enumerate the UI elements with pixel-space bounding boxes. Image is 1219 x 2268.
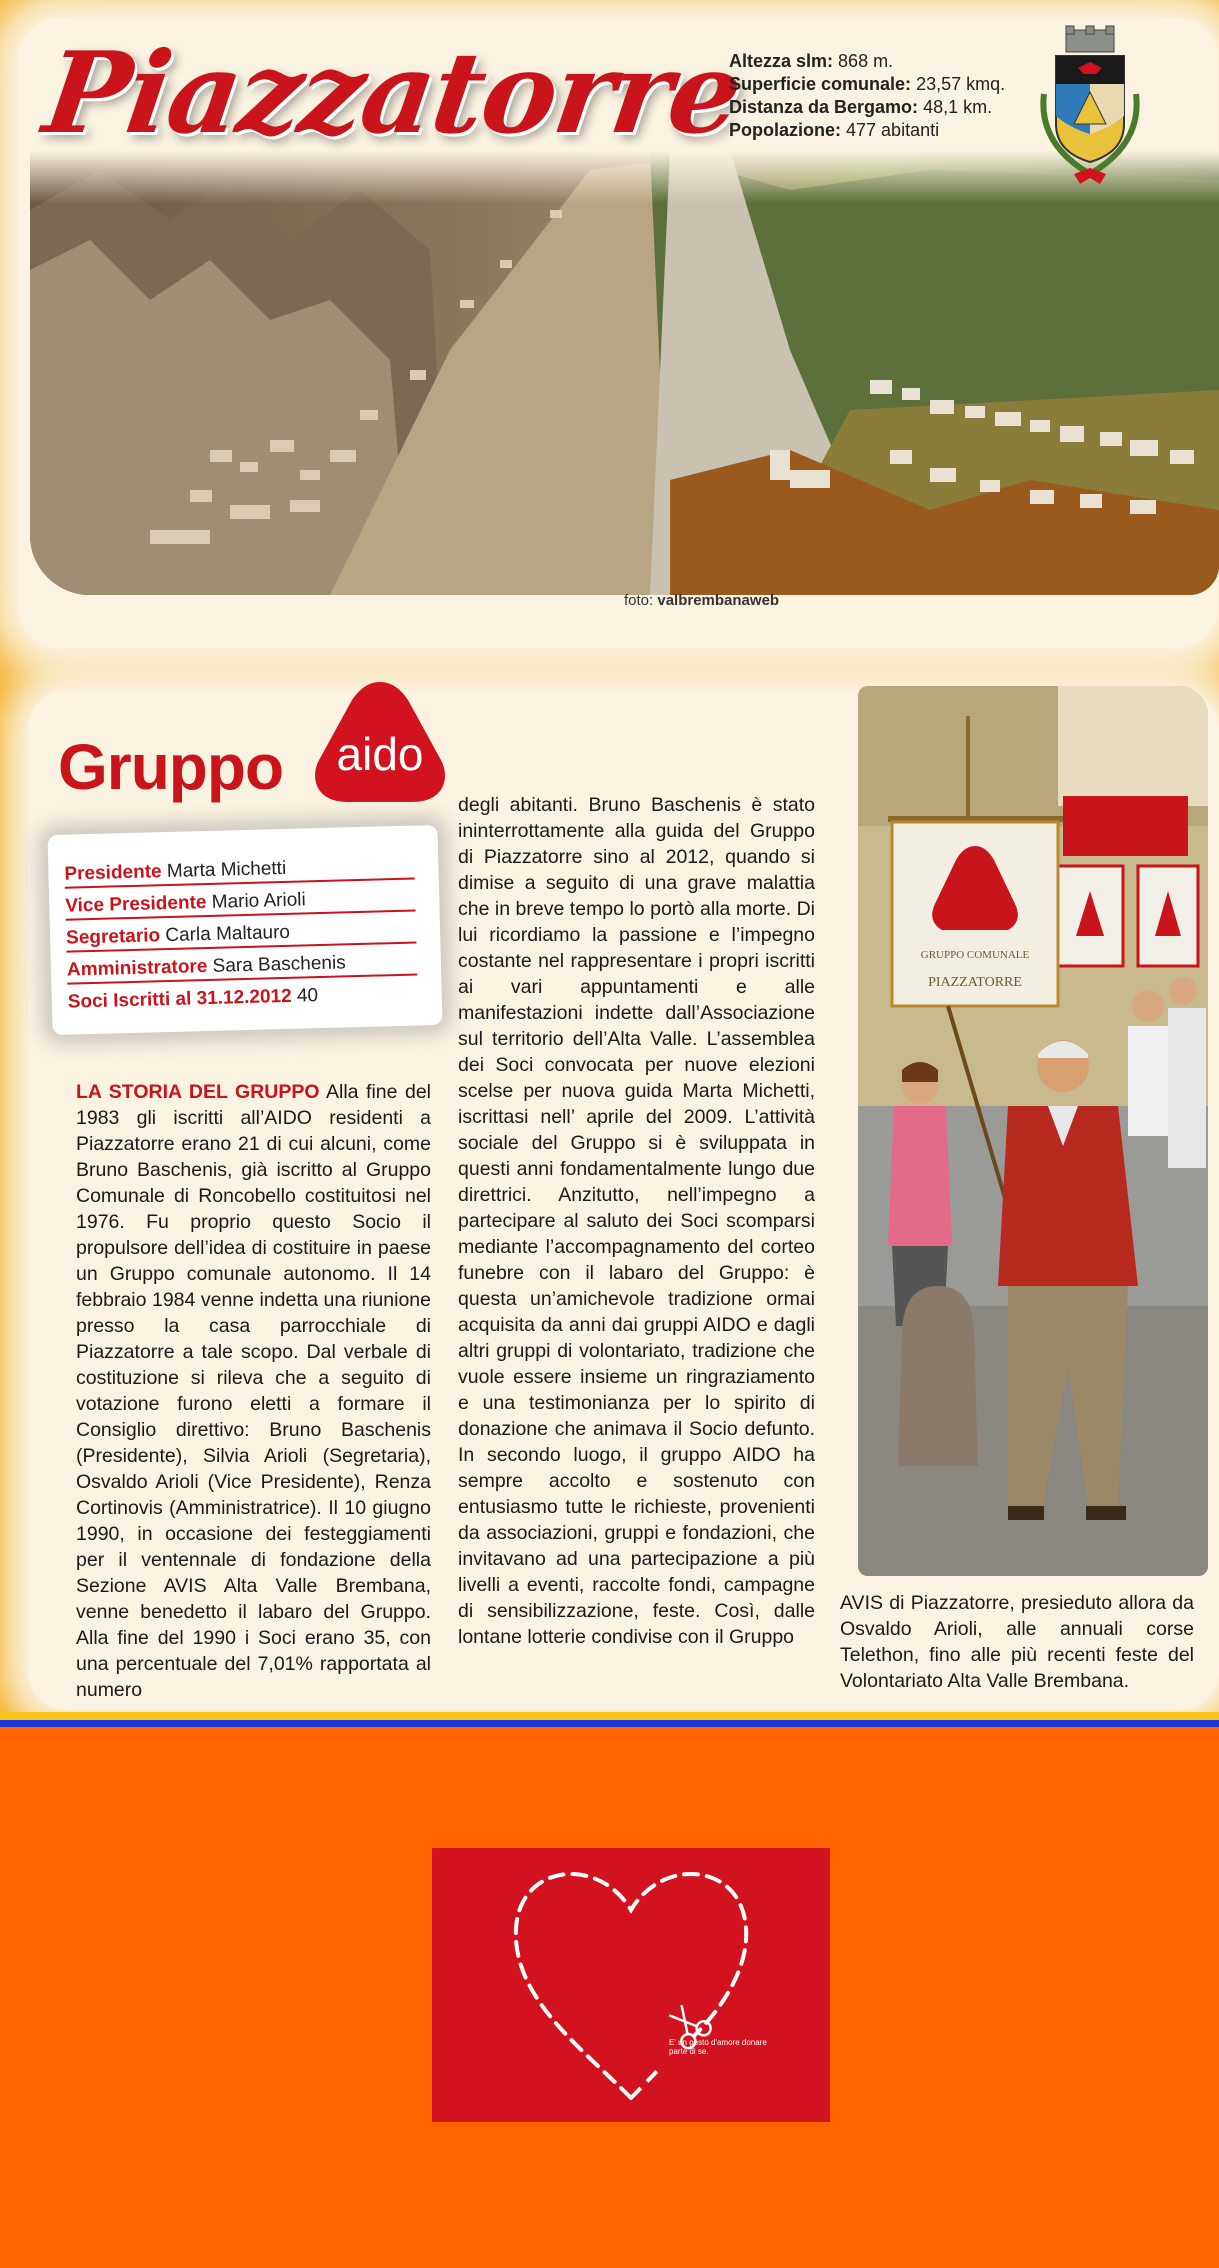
story-column-2: degli abitanti. Bruno Baschenis è stato ininterrottamente alla guida del Gruppo di Piazzatorre sino al 2012, quando si dimise a seguito di una grave malattia che in breve tempo lo portò alla morte. Di lui ricordiamo la passione e l’impegno costante nel rappresentare i propri iscritti ai vari appuntamenti e alle manifestazioni indette dall’Associazione sul territorio dell’Alta Valle. L’assemblea dei Soci convocata per nuove elezioni scelse per nuova guida Marta Michetti, iscrittasi nell’ aprile del 2009. L’attività sociale del Gruppo si è sviluppata in questi anni fondamentalmente lungo due direttrici. Anzitutto, nell’impegno a partecipare al saluto dei Soci scomparsi mediante l’accompagnamento del corteo funebre con il labaro del Gruppo: è questa un’amichevole tradizione ormai acquisita da anni dai gruppi AIDO e dagli altri gruppi di volontariato, tradizione che vuole essere insieme un ringraziamento e una testimonianza per lo spirito di donazione che animava il Socio defunto. In secondo luogo, il gruppo AIDO ha sempre accolto e sostenuto con entusiasmo tutte le richieste, provenienti da associazioni, gruppi e fondazioni, che invitavano ad una partecipazione a più livelli a eventi, raccolte fondi, campagne di sensibilizzazione, feste. Così, dalle lontane lotterie condivise con il Gruppo <box>458 794 815 1648</box>
officer-name: Marta Michetti <box>166 857 287 883</box>
stat-value: 23,57 kmq. <box>916 74 1006 94</box>
story-column-1 <box>76 1079 431 1703</box>
stat-row <box>729 96 1005 119</box>
panorama-photo <box>30 150 1219 595</box>
divider-stripe-yellow <box>0 1712 1219 1720</box>
officer-name: 40 <box>296 985 319 1007</box>
divider-stripe-blue <box>0 1720 1219 1727</box>
officer-role: Segretario <box>65 925 161 949</box>
officer-role: Presidente <box>64 861 162 885</box>
town-stats <box>729 50 1005 142</box>
aido-logo-text: aido <box>336 728 424 780</box>
officer-name: Mario Arioli <box>211 889 306 913</box>
stat-value: 477 abitanti <box>846 120 940 140</box>
photo-credit-prefix: foto: <box>624 592 654 609</box>
coat-of-arms-icon <box>1030 24 1150 194</box>
officer-role: Soci Iscritti al 31.12.2012 <box>67 985 292 1013</box>
story-text-1: Alla fine del 1983 gli iscritti all’AIDO residenti a Piazzatorre erano 21 di cui alcuni, come Bruno Baschenis, già iscritto al Gruppo Comunale di Roncobello costituitosi nel 1976. Fu proprio questo Socio il propulsore dell’idea di costituire in paese un Gruppo comunale autonomo. Il 14 febbraio 1984 venne indetta una riunione presso la casa parrocchiale di Piazzatorre a tale scopo. Dal verbale di costituzione si rileva che a seguito di votazione furono eletti a formare il Consiglio direttivo: Bruno Baschenis (Presidente), Silvia Arioli (Segretaria), Osvaldo Arioli (Vice Presidente), Renza Cortinovis (Amministratrice). Il 10 giugno 1990, in occasione dei festeggiamenti per il ventennale di fondazione della Sezione AVIS Alta Valle Brembana, venne benedetto il labaro del Gruppo. Alla fine del 1990 i Soci erano 35, con una percentuale del 7,01% rapportata al numero <box>76 1081 431 1701</box>
banner-text-1: GRUPPO COMUNALE <box>920 949 1030 961</box>
stat-label: Superficie comunale: <box>729 74 912 94</box>
stat-row <box>729 50 1005 73</box>
section-title: Gruppo <box>58 731 284 803</box>
procession-photo <box>858 686 1208 1576</box>
stat-label: Altezza slm: <box>729 51 834 71</box>
aido-logo <box>312 678 448 806</box>
photo-credit-source: valbrembanaweb <box>657 592 780 609</box>
heart-slogan: E' un gesto d'amore donare parte di se. <box>669 2038 767 2056</box>
officer-name: Carla Maltauro <box>165 921 291 947</box>
panorama-illustration <box>30 150 1219 595</box>
stat-label: Popolazione: <box>729 120 841 140</box>
stat-label: Distanza da Bergamo: <box>729 97 919 117</box>
officers-box <box>47 825 442 1035</box>
officer-role: Vice Presidente <box>65 892 207 917</box>
officer-name: Sara Baschenis <box>212 952 346 977</box>
stat-row <box>729 73 1005 96</box>
stat-value: 48,1 km. <box>923 97 993 117</box>
page-title: Piazzatorre <box>36 28 749 159</box>
stat-row <box>729 119 1005 142</box>
photo-credit <box>624 592 779 609</box>
procession-illustration <box>858 686 1208 1576</box>
dashed-heart-icon <box>432 1848 830 2122</box>
officer-role: Amministratore <box>66 956 208 981</box>
banner-text-2: PIAZZATORRE <box>928 975 1022 990</box>
story-heading: LA STORIA DEL GRUPPO <box>76 1081 320 1103</box>
heart-donation-card <box>432 1848 830 2122</box>
stat-value: 868 m. <box>838 51 894 71</box>
story-column-3: AVIS di Piazzatorre, presieduto allora da Osvaldo Arioli, alle annuali corse Telethon, fino alle più recenti feste del Volontariato Alta Valle Brembana. <box>840 1592 1194 1692</box>
